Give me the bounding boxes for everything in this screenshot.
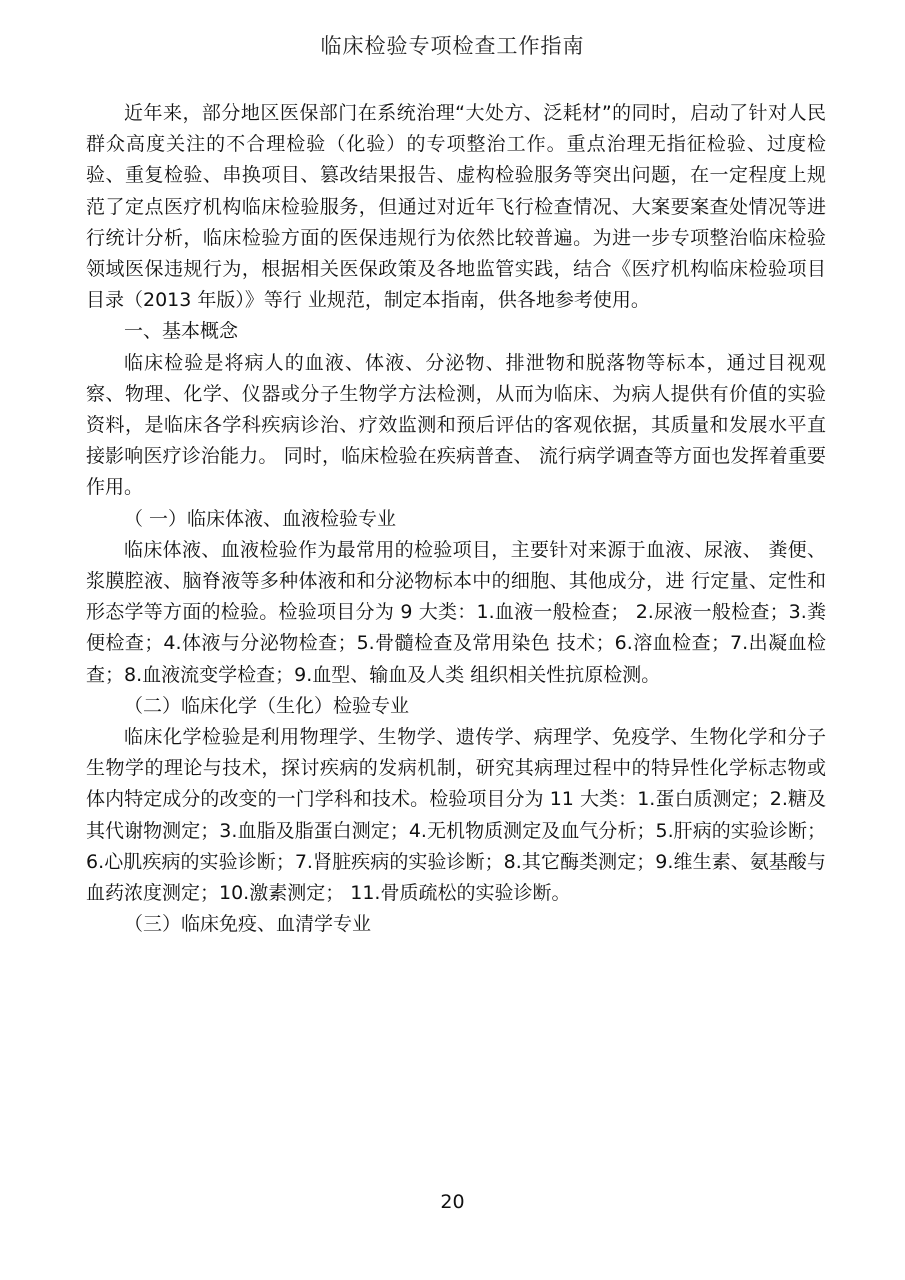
subsection-heading-immunology-serology: （三）临床免疫、血清学专业	[124, 913, 372, 936]
body-fluid-blood-paragraph: 临床体液、血液检验作为最常用的检验项目，主要针对来源于血液、尿液、 粪便、浆膜腔液、脑脊液等多种体液和和分泌物标本中的细胞、其他成分，进 行定量、定性和形态学等方面的检验。检验项目分为 9 大类：1.血液一般检查； 2.尿液一般检查；3.粪便检查；4.体液与分泌物检查；5.骨髓检查及常用染色 技术；6.溶血检查；7.出凝血检查；8.血液流变学检查；9.血型、输血及人类 组织相关性抗原检测。	[86, 538, 826, 686]
intro-paragraph: 近年来，部分地区医保部门在系统治理“大处方、泛耗材”的同时，启动了针对人民群众高度关注的不合理检验（化验）的专项整治工作。重点治理无指征检验、过度检验、重复检验、串换项目、篡改结果报告、虚构检验服务等突出问题，在一定程度上规范了定点医疗机构临床检验服务，但通过对近年飞行检查情况、大案要案查处情况等进行统计分析，临床检验方面的医保违规行为依然比较普遍。为进一步专项整治临床检验领域医保违规行为，根据相关医保政策及各地监管实践，结合《医疗机构临床检验项目目录（2013 年版）》等行 业规范，制定本指南，供各地参考使用。	[86, 102, 826, 312]
page-title: 临床检验专项检查工作指南	[320, 34, 585, 58]
subsection-heading-body-fluid-blood: （ 一）临床体液、血液检验专业	[124, 507, 397, 530]
subsection-heading-clinical-chemistry: （二）临床化学（生化）检验专业	[124, 694, 410, 717]
basic-concepts-paragraph: 临床检验是将病人的血液、体液、分泌物、排泄物和脱落物等标本，通过目视观察、物理、化学、仪器或分子生物学方法检测，从而为临床、为病人提供有价值的实验资料，是临床各学科疾病诊治、疗效监测和预后评估的客观依据，其质量和发展水平直接影响医疗诊治能力。 同时，临床检验在疾病普查、 流行病学调查等方面也发挥着重要作用。	[86, 351, 826, 499]
section-heading-basic-concepts: 一、基本概念	[124, 320, 239, 343]
page-number: 20	[440, 1191, 465, 1213]
clinical-chemistry-paragraph: 临床化学检验是利用物理学、生物学、遗传学、病理学、免疫学、生物化学和分子生物学的理论与技术，探讨疾病的发病机制，研究其病理过程中的特异性化学标志物或体内特定成分的改变的一门学科和技术。检验项目分为 11 大类：1.蛋白质测定；2.糖及其代谢物测定；3.血脂及脂蛋白测定；4.无机物质测定及血气分析；5.肝病的实验诊断；6.心肌疾病的实验诊断；7.肾脏疾病的实验诊断；8.其它酶类测定；9.维生素、氨基酸与血药浓度测定；10.激素测定； 11.骨质疏松的实验诊断。	[86, 726, 826, 905]
document-body	[86, 98, 826, 940]
